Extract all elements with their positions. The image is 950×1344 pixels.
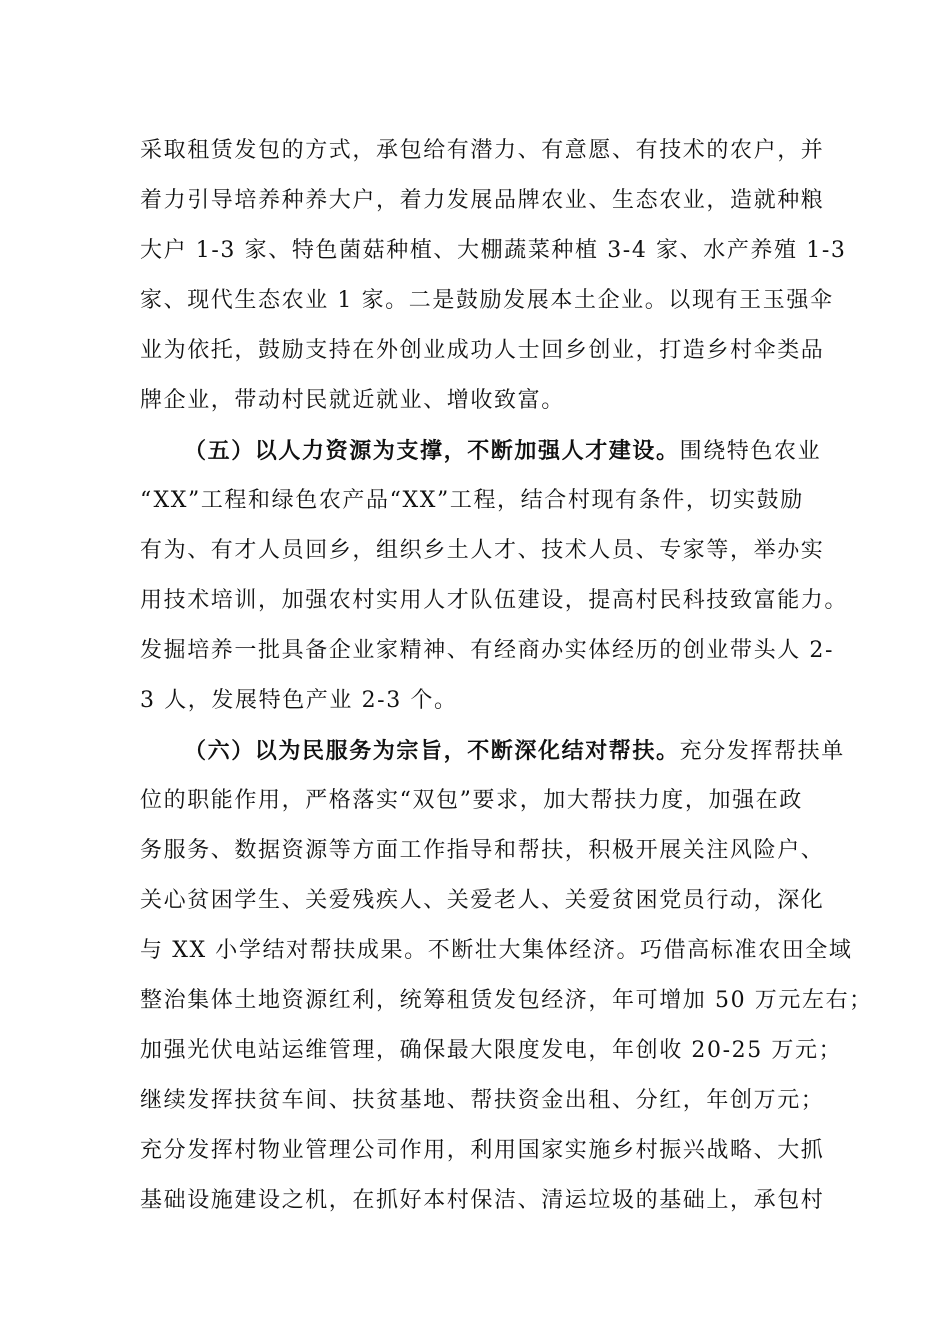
text-line: 用技术培训，加强农村实用人才队伍建设，提高村民科技致富能力。 [140, 588, 849, 613]
section-6-first-line [140, 726, 845, 776]
text-line: 充分发挥村物业管理公司作用，利用国家实施乡村振兴战略、大抓 [140, 1138, 825, 1163]
text-line: 与 XX 小学结对帮扶成果。不断壮大集体经济。巧借高标准农田全域 [140, 938, 853, 963]
section-5-heading: （五）以人力资源为支撑，不断加强人才建设。 [184, 438, 680, 464]
text-line: “XX”工程和绿色农产品“XX”工程，结合村现有条件，切实鼓励 [140, 488, 804, 513]
text-line: 业为依托，鼓励支持在外创业成功人士回乡创业，打造乡村伞类品 [140, 338, 825, 363]
section-6-heading-rest: 充分发挥帮扶单 [679, 739, 845, 764]
text-line: 着力引导培养种养大户，着力发展品牌农业、生态农业，造就种粮 [140, 188, 825, 213]
paragraph-continuation [140, 126, 847, 426]
text-line: 整治集体土地资源红利，统筹租赁发包经济，年可增加 50 万元左右； [140, 988, 873, 1013]
paragraph-section-5 [140, 426, 849, 726]
text-line: 牌企业，带动村民就近就业、增收致富。 [140, 388, 565, 413]
text-line: 继续发挥扶贫车间、扶贫基地、帮扶资金出租、分红，年创万元； [140, 1088, 825, 1113]
section-5-heading-rest: 围绕特色农业 [679, 439, 822, 464]
text-line: 位的职能作用，严格落实“双包”要求，加大帮扶力度，加强在政 [140, 788, 803, 813]
section-5-first-line [140, 426, 820, 476]
text-line: 家、现代生态农业 1 家。二是鼓励发展本土企业。以现有王玉强伞 [140, 288, 834, 313]
text-line: 3 人，发展特色产业 2-3 个。 [140, 688, 458, 713]
text-line: 有为、有才人员回乡，组织乡土人才、技术人员、专家等，举办实 [140, 538, 825, 563]
text-line: 务服务、数据资源等方面工作指导和帮扶，积极开展关注风险户、 [140, 838, 825, 863]
text-line: 关心贫困学生、关爱残疾人、关爱老人、关爱贫困党员行动，深化 [140, 888, 825, 913]
paragraph-section-6 [140, 726, 873, 1226]
text-line: 基础设施建设之机，在抓好本村保洁、清运垃圾的基础上，承包村 [140, 1188, 825, 1213]
text-line: 采取租赁发包的方式，承包给有潜力、有意愿、有技术的农户，并 [140, 138, 825, 163]
text-line: 大户 1-3 家、特色菌菇种植、大棚蔬菜种植 3-4 家、水产养殖 1-3 [140, 238, 847, 263]
section-6-heading: （六）以为民服务为宗旨，不断深化结对帮扶。 [184, 738, 680, 764]
text-line: 发掘培养一批具备企业家精神、有经商办实体经历的创业带头人 2- [140, 638, 835, 663]
text-line: 加强光伏电站运维管理，确保最大限度发电，年创收 20-25 万元； [140, 1038, 843, 1063]
